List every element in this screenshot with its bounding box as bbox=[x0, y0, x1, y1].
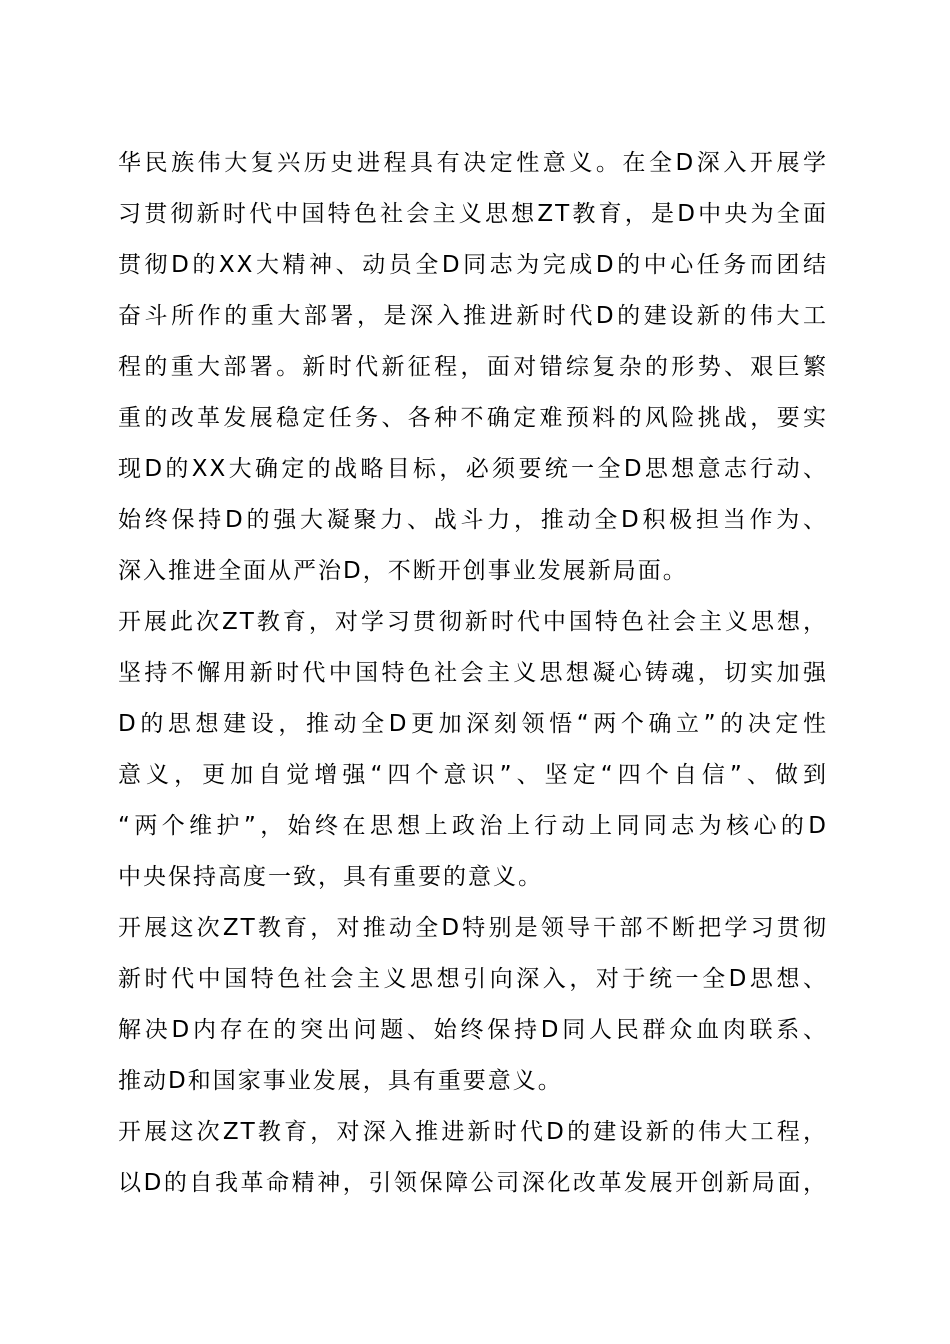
paragraph-1 bbox=[118, 138, 828, 597]
text-line: 新时代中国特色社会主义思想引向深入，对于统一全D思想、 bbox=[118, 966, 828, 992]
text-line: 习贯彻新时代中国特色社会主义思想ZT教育，是D中央为全面 bbox=[118, 201, 828, 227]
text-line: 开展这次ZT教育，对深入推进新时代D的建设新的伟大工程， bbox=[118, 1119, 828, 1145]
text-line: D的思想建设，推动全D更加深刻领悟“两个确立”的决定性 bbox=[118, 711, 828, 737]
text-line: 重的改革发展稳定任务、各种不确定难预料的风险挑战，要实 bbox=[118, 405, 828, 431]
text-line: 以D的自我革命精神，引领保障公司深化改革发展开创新局面， bbox=[118, 1170, 828, 1196]
text-line: 始终保持D的强大凝聚力、战斗力，推动全D积极担当作为、 bbox=[118, 507, 828, 533]
text-line: 意义，更加自觉增强“四个意识”、坚定“四个自信”、做到 bbox=[118, 762, 828, 788]
paragraph-4 bbox=[118, 1107, 828, 1209]
text-line: 开展此次ZT教育，对学习贯彻新时代中国特色社会主义思想， bbox=[118, 609, 828, 635]
text-line: 解决D内存在的突出问题、始终保持D同人民群众血肉联系、 bbox=[118, 1017, 828, 1043]
paragraph-2 bbox=[118, 597, 828, 903]
text-line: 坚持不懈用新时代中国特色社会主义思想凝心铸魂，切实加强 bbox=[118, 660, 828, 686]
text-line: 中央保持高度一致，具有重要的意义。 bbox=[118, 864, 543, 890]
text-line: 华民族伟大复兴历史进程具有决定性意义。在全D深入开展学 bbox=[118, 150, 828, 176]
document-body bbox=[118, 138, 828, 1209]
text-line: 开展这次ZT教育，对推动全D特别是领导干部不断把学习贯彻 bbox=[118, 915, 828, 941]
text-line: 贯彻D的XX大精神、动员全D同志为完成D的中心任务而团结 bbox=[118, 252, 828, 278]
text-line: 奋斗所作的重大部署，是深入推进新时代D的建设新的伟大工 bbox=[118, 303, 828, 329]
text-line: 深入推进全面从严治D，不断开创事业发展新局面。 bbox=[118, 558, 688, 584]
text-line: 程的重大部署。新时代新征程，面对错综复杂的形势、艰巨繁 bbox=[118, 354, 828, 380]
text-line: “两个维护”，始终在思想上政治上行动上同同志为核心的D bbox=[118, 813, 828, 839]
text-line: 推动D和国家事业发展，具有重要意义。 bbox=[118, 1068, 563, 1094]
text-line: 现D的XX大确定的战略目标，必须要统一全D思想意志行动、 bbox=[118, 456, 828, 482]
paragraph-3 bbox=[118, 903, 828, 1107]
